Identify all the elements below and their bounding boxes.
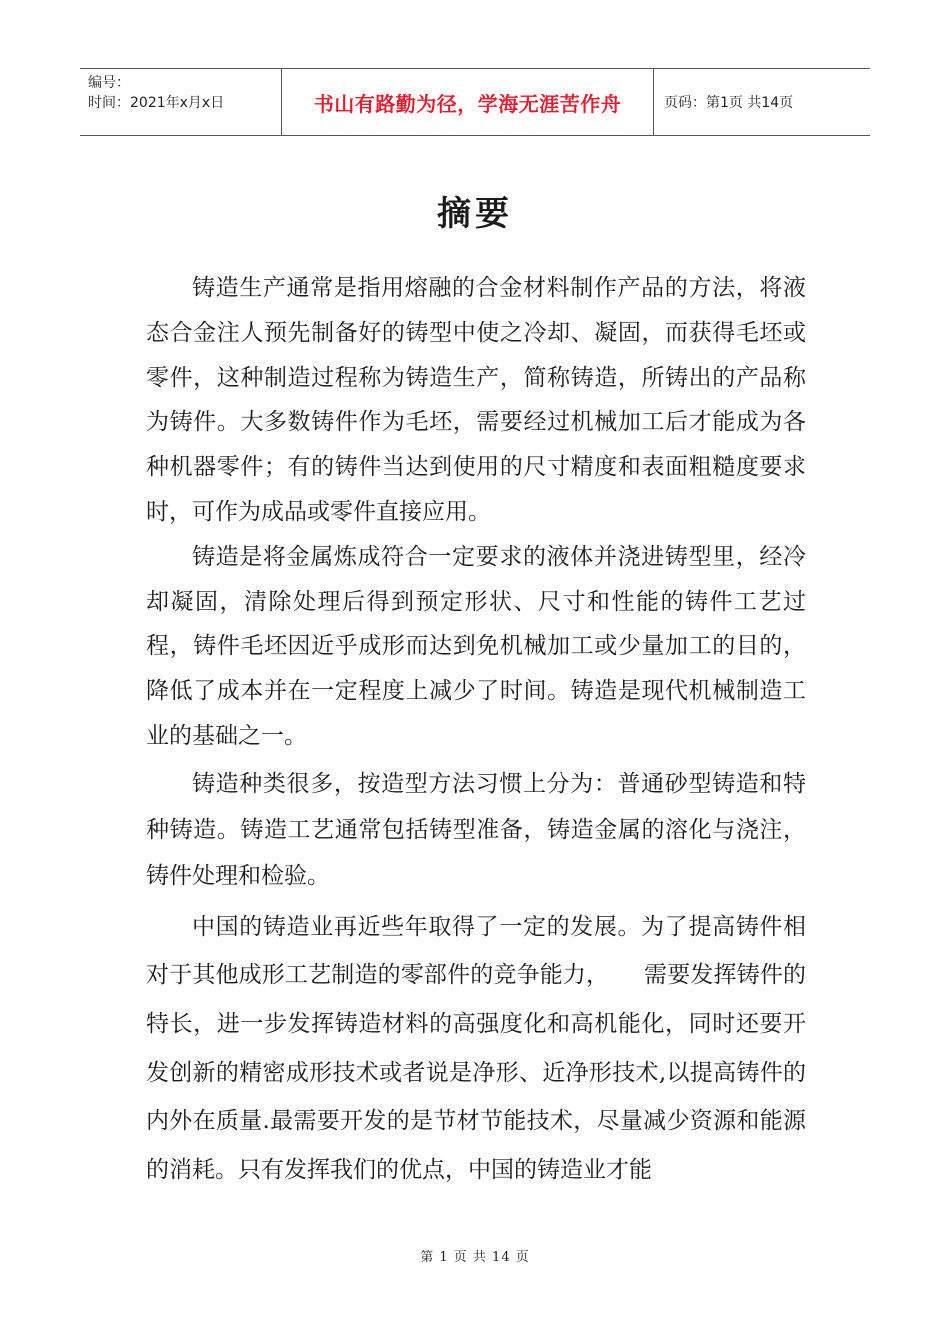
header-motto: 书山有路勤为径，学海无涯苦作舟 [313, 91, 622, 116]
page-footer: 第 1 页 共 14 页 [420, 1250, 530, 1265]
header-motto-cell [282, 69, 654, 135]
paragraph: 铸造种类很多，按造型方法习惯上分为：普通砂型铸造和特种铸造。铸造工艺通常包括铸型准备，铸造金属的溶化与浇注，铸件处理和检验。 [146, 770, 806, 889]
document-title: 摘要 [437, 194, 513, 234]
paragraph: 铸造生产通常是指用熔融的合金材料制作产品的方法，将液态合金注人预先制备好的铸型中使之冷却、凝固，而获得毛坯或零件，这种制造过程称为铸造生产，简称铸造，所铸出的产品称为铸件。大多数铸件作为毛坯，需要经过机械加工后才能成为各种机器零件；有的铸件当达到使用的尺寸精度和表面粗糙度要求时，可作为成品或零件直接应用。 [146, 275, 806, 525]
page-header [80, 68, 870, 136]
header-meta [80, 69, 282, 135]
paragraph: 铸造是将金属炼成符合一定要求的液体并浇进铸型里，经冷却凝固，清除处理后得到预定形状、尺寸和性能的铸件工艺过程，铸件毛坯因近乎成形而达到免机械加工或少量加工的目的，降低了成本并在一定程度上减少了时间。铸造是现代机械制造工业的基础之一。 [146, 543, 806, 749]
header-time-label: 时间：2021年x月x日 [88, 95, 225, 111]
header-number-label: 编号： [88, 75, 130, 91]
document-body [146, 266, 806, 1194]
header-page-info: 页码：第1页 共14页 [664, 95, 794, 111]
paragraph: 中国的铸造业再近些年取得了一定的发展。为了提高铸件相对于其他成形工艺制造的零部件的竞争能力， 需要发挥铸件的特长，进一步发挥铸造材料的高强度化和高机能化，同时还要开发创新的精密成形技术或者说是净形、近净形技术,以提高铸件的内外在质量.最需要开发的是节材节能技术，尽量减少资源和能源的消耗。只有发挥我们的优点，中国的铸造业才能 [146, 913, 806, 1183]
